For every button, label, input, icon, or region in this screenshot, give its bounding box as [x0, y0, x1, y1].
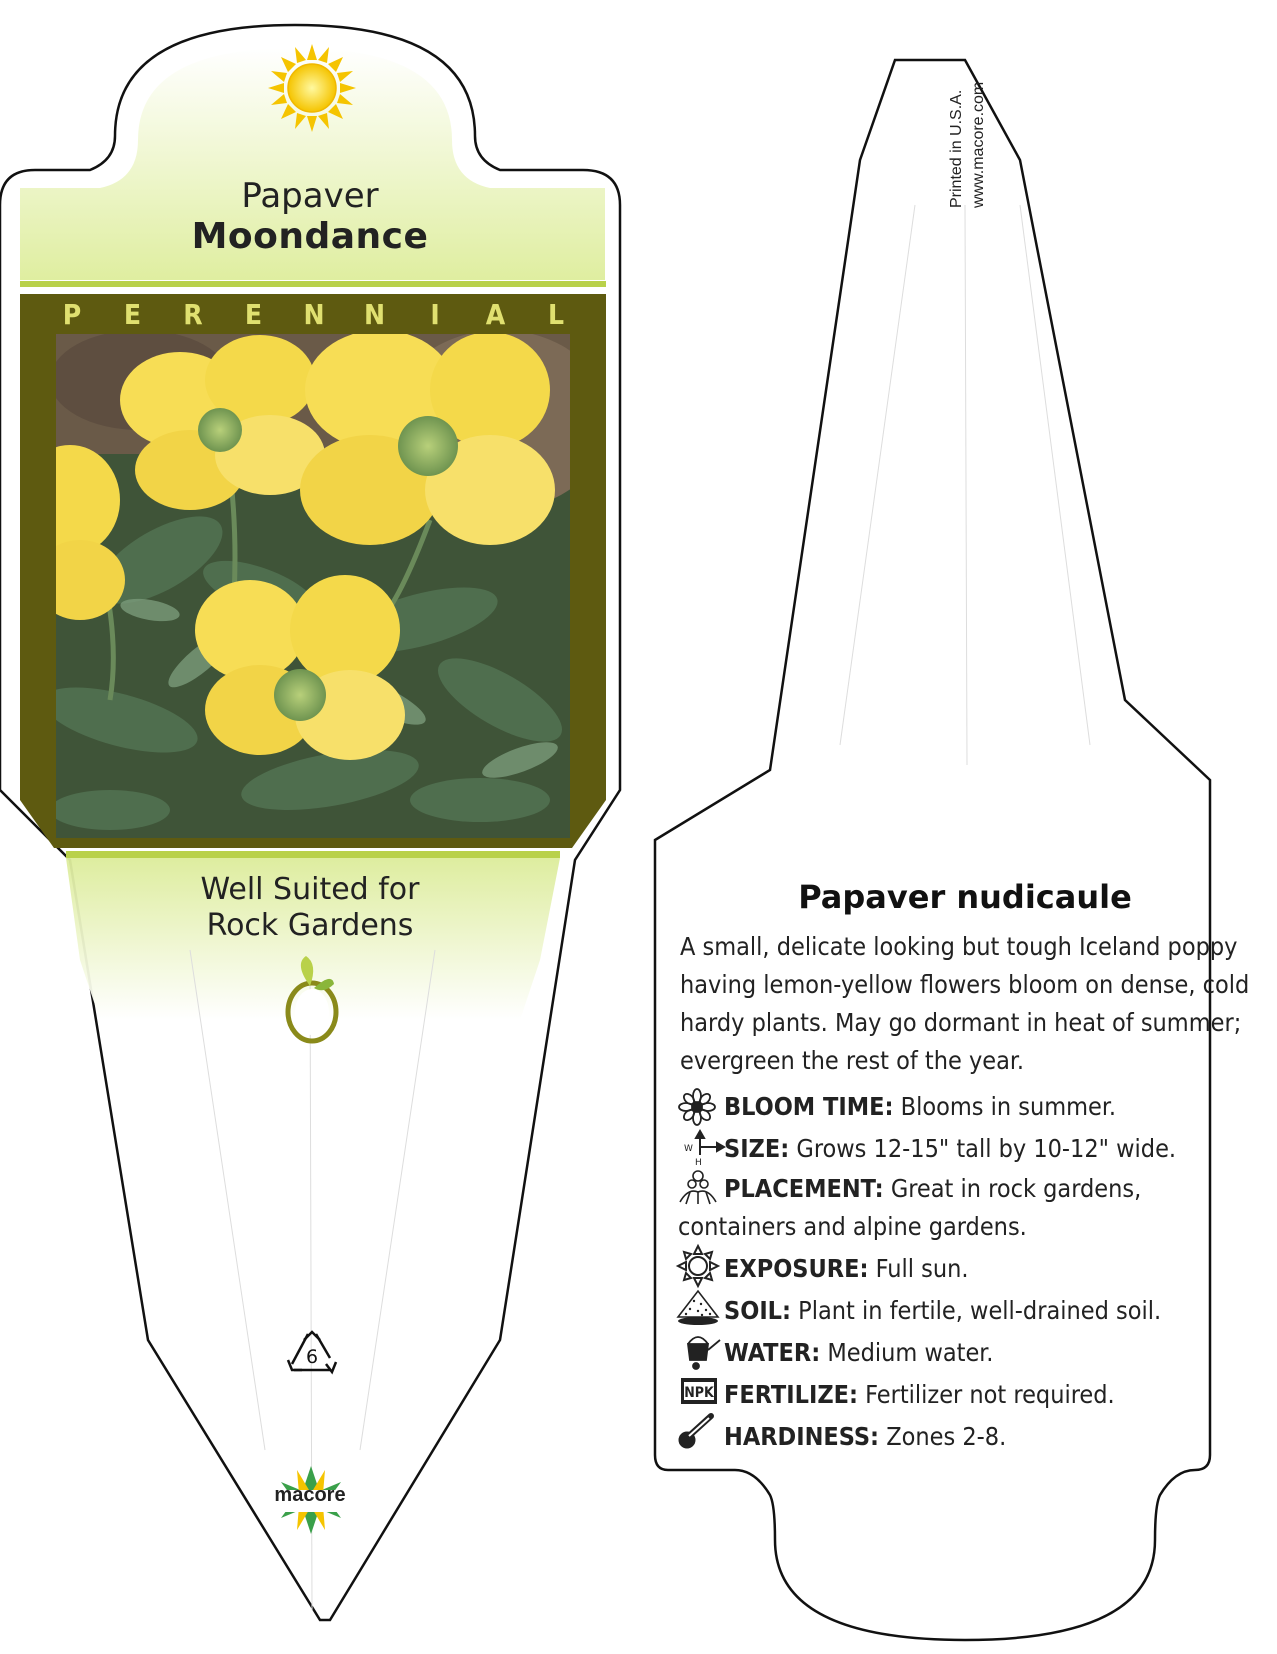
category-letter: N — [363, 298, 386, 331]
detail-text: Grows 12-15" tall by 10-12" wide. — [796, 1134, 1177, 1163]
detail-label: SIZE: — [724, 1134, 790, 1163]
recycle-code: 6 — [305, 1346, 319, 1368]
category-letter: A — [485, 298, 506, 331]
species-name: Papaver nudicaule — [798, 878, 1132, 916]
detail-text: Zones 2-8. — [886, 1422, 1007, 1451]
sun-icon — [268, 44, 356, 132]
category-letter: P — [62, 298, 82, 331]
tagline-line-2: Rock Gardens — [206, 908, 414, 943]
detail-text: Plant in fertile, well-drained soil. — [798, 1296, 1162, 1325]
category-label — [60, 298, 568, 331]
detail-text: Fertilizer not required. — [865, 1380, 1115, 1409]
lime-band-bottom — [66, 851, 560, 858]
detail-text: Great in rock gardens, containers and alpine gardens. — [678, 1174, 1142, 1241]
detail-label: SOIL: — [724, 1296, 792, 1325]
website-label: www.macore.com — [970, 81, 987, 208]
category-letter: R — [183, 298, 203, 331]
detail-soil — [678, 1292, 1258, 1330]
detail-label: EXPOSURE: — [724, 1254, 869, 1283]
detail-text: Medium water. — [827, 1338, 994, 1367]
detail-bloom-time — [678, 1088, 1258, 1126]
detail-text: Blooms in summer. — [900, 1092, 1116, 1121]
svg-text:H: H — [695, 1158, 702, 1168]
svg-text:W: W — [684, 1144, 693, 1154]
category-letter: N — [303, 298, 325, 331]
cultivar-name: Moondance — [191, 216, 429, 257]
detail-exposure — [678, 1250, 1258, 1288]
detail-water — [678, 1334, 1258, 1372]
detail-label: BLOOM TIME: — [724, 1092, 894, 1121]
detail-placement — [678, 1170, 1258, 1246]
printed-in-label: Printed in U.S.A. — [948, 89, 965, 208]
plant-description: A small, delicate looking but tough Iceland poppy having lemon-yellow flowers bloom on dense, cold hardy plants. May go dormant in heat of summer; evergreen the rest of the year. — [680, 932, 1250, 1075]
brand-name: macore — [274, 1484, 346, 1506]
genus-name: Papaver — [241, 176, 379, 216]
poppy-photo — [20, 330, 610, 838]
detail-label: PLACEMENT: — [724, 1174, 884, 1203]
detail-label: FERTILIZE: — [724, 1380, 859, 1409]
svg-text:NPK: NPK — [684, 1385, 714, 1401]
category-letter: L — [547, 298, 565, 331]
category-letter: E — [244, 298, 263, 331]
detail-label: WATER: — [724, 1338, 821, 1367]
category-letter: E — [123, 298, 142, 331]
category-letter: I — [430, 298, 440, 331]
detail-hardiness — [678, 1418, 1258, 1456]
tagline-line-1: Well Suited for — [200, 872, 420, 907]
detail-text: Full sun. — [875, 1254, 969, 1283]
detail-label: HARDINESS: — [724, 1422, 880, 1451]
detail-fertilize — [678, 1376, 1258, 1414]
lime-band-top — [20, 281, 606, 287]
detail-size — [678, 1130, 1258, 1168]
